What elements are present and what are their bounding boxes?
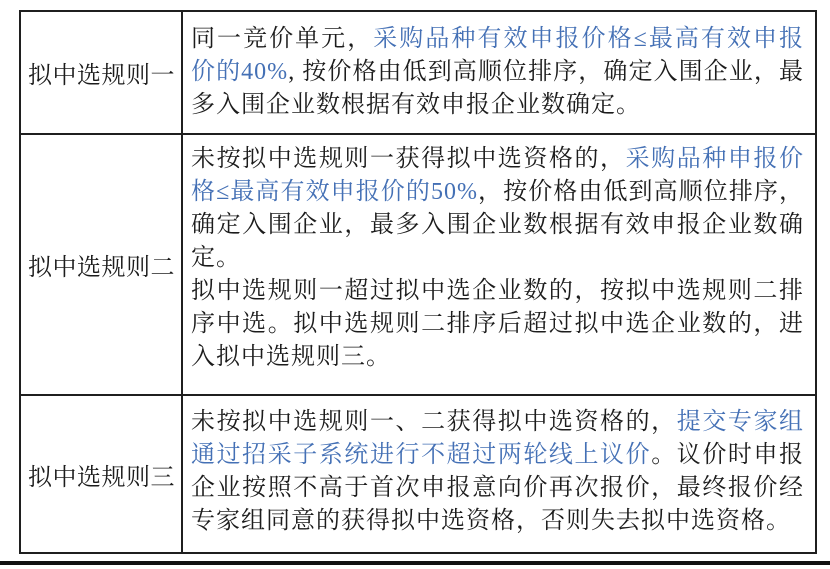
text-run: ，按价格由低到高顺位排序，确定入围企业，最多入围企业数根据有效申报企业数确定。: [191, 179, 805, 271]
paragraph: [191, 23, 804, 122]
text-run-highlight: 采购品种有效申报价格≤最高有效申报价的40%: [191, 26, 805, 85]
rule-label: [21, 12, 183, 133]
text-run-highlight: 提交专家组通过招采子系统进行不超过两轮线上议价: [191, 409, 805, 468]
paragraph: [191, 275, 804, 374]
text-run-highlight: 采购品种申报价格≤最高有效申报价的50%: [191, 146, 805, 205]
table-row: [21, 394, 815, 552]
rules-table: [19, 10, 817, 554]
rule-label-text: 拟中选规则三: [28, 464, 175, 491]
rule-label-text: 拟中选规则二: [28, 255, 175, 281]
text-run: 未按拟中选规则一、二获得拟中选资格的，: [191, 409, 677, 435]
table-row: [21, 133, 815, 394]
rule-label: [21, 135, 183, 394]
text-run: 未按拟中选规则一获得拟中选资格的，: [191, 146, 626, 172]
page-bottom-rule: [0, 561, 830, 565]
rule-label: [21, 396, 183, 552]
rule-description: [183, 396, 815, 552]
text-run: 拟中选规则一超过拟中选企业数的，按拟中选规则二排序中选。拟中选规则二排序后超过拟中选企业数的，进入拟中选规则三。: [191, 278, 804, 370]
rule-label-text: 拟中选规则一: [28, 63, 175, 89]
text-run: 。议价时申报企业按照不高于首次申报意向价再次报价，最终报价经专家组同意的获得拟中选资格，否则失去拟中选资格。: [191, 442, 805, 534]
text-run: 同一竞价单元，: [191, 26, 374, 52]
text-run: , 按价格由低到高顺位排序，确定入围企业，最多入围企业数根据有效申报企业数确定。: [191, 59, 805, 118]
paragraph: [191, 406, 804, 538]
table-row: [21, 12, 815, 133]
paragraph: [191, 143, 804, 275]
rule-description: [183, 135, 815, 394]
rule-description: [183, 12, 815, 133]
